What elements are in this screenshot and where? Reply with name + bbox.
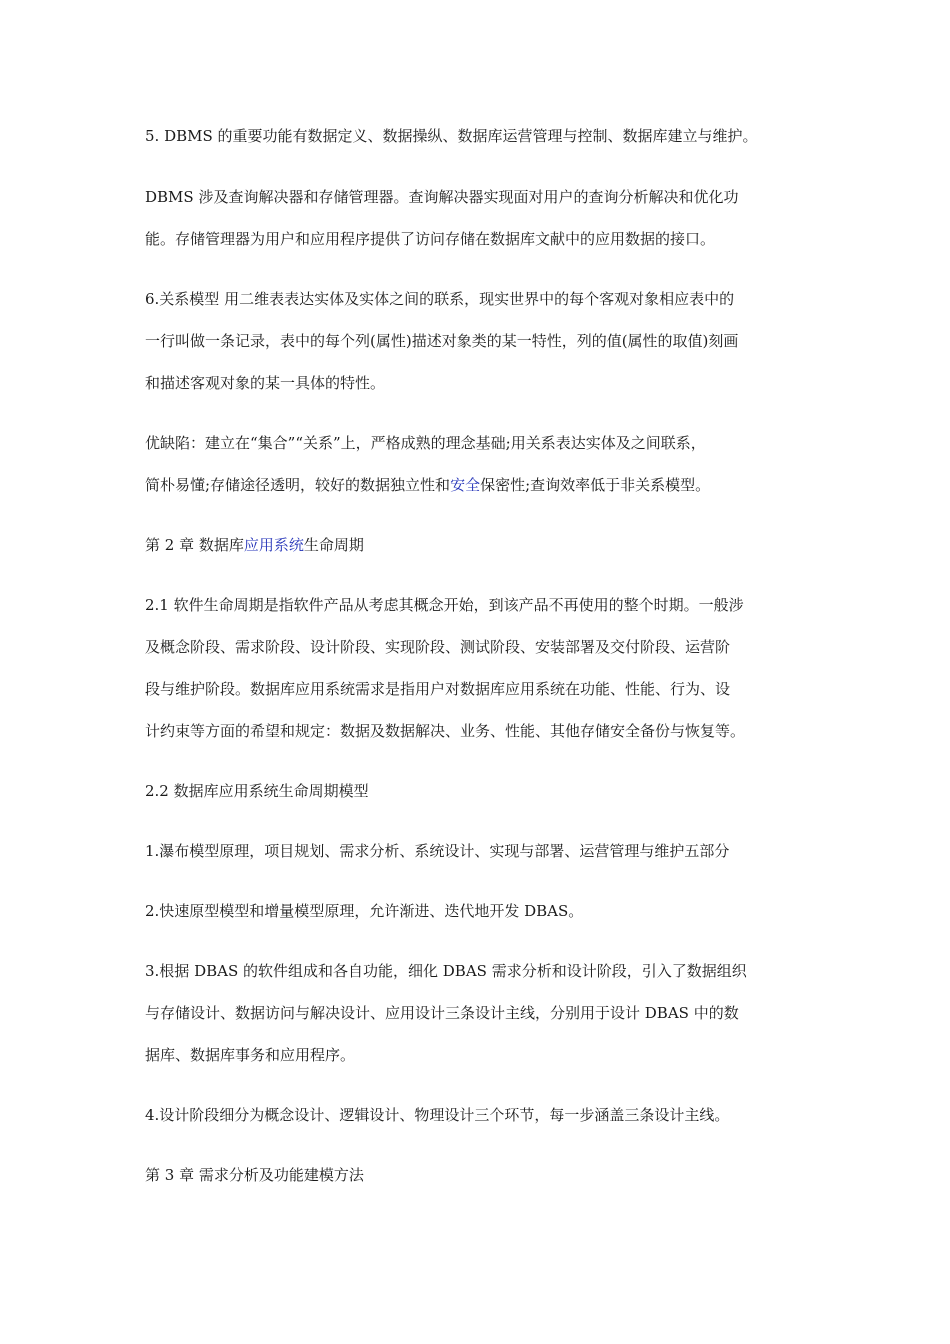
paragraph-software-lifecycle xyxy=(145,584,815,752)
text-line: 段与维护阶段。数据库应用系统需求是指用户对数据库应用系统在功能、性能、行为、设 xyxy=(145,680,731,698)
text-line: 一行叫做一条记录，表中的每个列(属性)描述对象类的某一特性，列的值(属性的取值)刻画 xyxy=(145,332,739,350)
link-security[interactable]: 安全 xyxy=(450,476,481,494)
text-line: 2.2 数据库应用系统生命周期模型 xyxy=(145,782,369,800)
text-line: 2.快速原型模型和增量模型原理，允许渐进、迭代地开发 DBAS。 xyxy=(145,902,584,920)
text-segment: 简朴易懂;存储途径透明，较好的数据独立性和 xyxy=(145,476,451,494)
text-line xyxy=(145,464,815,506)
heading-text: 第 3 章 需求分析及功能建模方法 xyxy=(145,1166,364,1184)
paragraph-dbms-functions xyxy=(145,115,815,157)
text-line: 5. DBMS 的重要功能有数据定义、数据操纵、数据库运营管理与控制、数据库建立与维护。 xyxy=(145,127,758,145)
heading-text: 生命周期 xyxy=(303,536,364,554)
text-line: 及概念阶段、需求阶段、设计阶段、实现阶段、测试阶段、安装部署及交付阶段、运营阶 xyxy=(145,638,731,656)
text-line: 6.关系模型 用二维表表达实体及实体之间的联系，现实世界中的每个客观对象相应表中的 xyxy=(145,290,735,308)
paragraph-rapid-prototype xyxy=(145,890,815,932)
text-line: 能。存储管理器为用户和应用程序提供了访问存储在数据库文献中的应用数据的接口。 xyxy=(145,230,716,248)
text-line: 计约束等方面的希望和规定：数据及数据解决、业务、性能、其他存储安全备份与恢复等。 xyxy=(145,722,746,740)
chapter-3-heading xyxy=(145,1154,815,1196)
text-line: 和描述客观对象的某一具体的特性。 xyxy=(145,374,386,392)
text-line: 3.根据 DBAS 的软件组成和各自功能，细化 DBAS 需求分析和设计阶段，引入了数据组织 xyxy=(145,962,747,980)
text-line: DBMS 涉及查询解决器和存储管理器。查询解决器实现面对用户的查询分析解决和优化功 xyxy=(145,188,739,206)
paragraph-waterfall xyxy=(145,830,815,872)
paragraph-design-phases xyxy=(145,1094,815,1136)
paragraph-pros-cons xyxy=(145,422,815,506)
text-line: 4.设计阶段细分为概念设计、逻辑设计、物理设计三个环节，每一步涵盖三条设计主线。 xyxy=(145,1106,730,1124)
heading-line xyxy=(145,524,815,566)
paragraph-dbas-design xyxy=(145,950,815,1076)
paragraph-relational-model xyxy=(145,278,815,404)
text-line: 与存储设计、数据访问与解决设计、应用设计三条设计主线，分别用于设计 DBAS 中的数 xyxy=(145,1004,739,1022)
text-line: 优缺陷：建立在“集合”“关系”上，严格成熟的理念基础;用关系表达实体及之间联系， xyxy=(145,434,706,452)
section-2-2-heading xyxy=(145,770,815,812)
chapter-2-heading xyxy=(145,524,815,566)
heading-text: 第 2 章 数据库 xyxy=(145,536,244,554)
text-line: 2.1 软件生命周期是指软件产品从考虑其概念开始，到该产品不再使用的整个时期。一般涉 xyxy=(145,596,744,614)
paragraph-dbms-components xyxy=(145,176,815,260)
text-line: 1.瀑布模型原理，项目规划、需求分析、系统设计、实现与部署、运营管理与维护五部分 xyxy=(145,842,730,860)
link-application-system[interactable]: 应用系统 xyxy=(243,536,304,554)
text-line: 据库、数据库事务和应用程序。 xyxy=(145,1046,356,1064)
text-segment: 保密性;查询效率低于非关系模型。 xyxy=(480,476,711,494)
